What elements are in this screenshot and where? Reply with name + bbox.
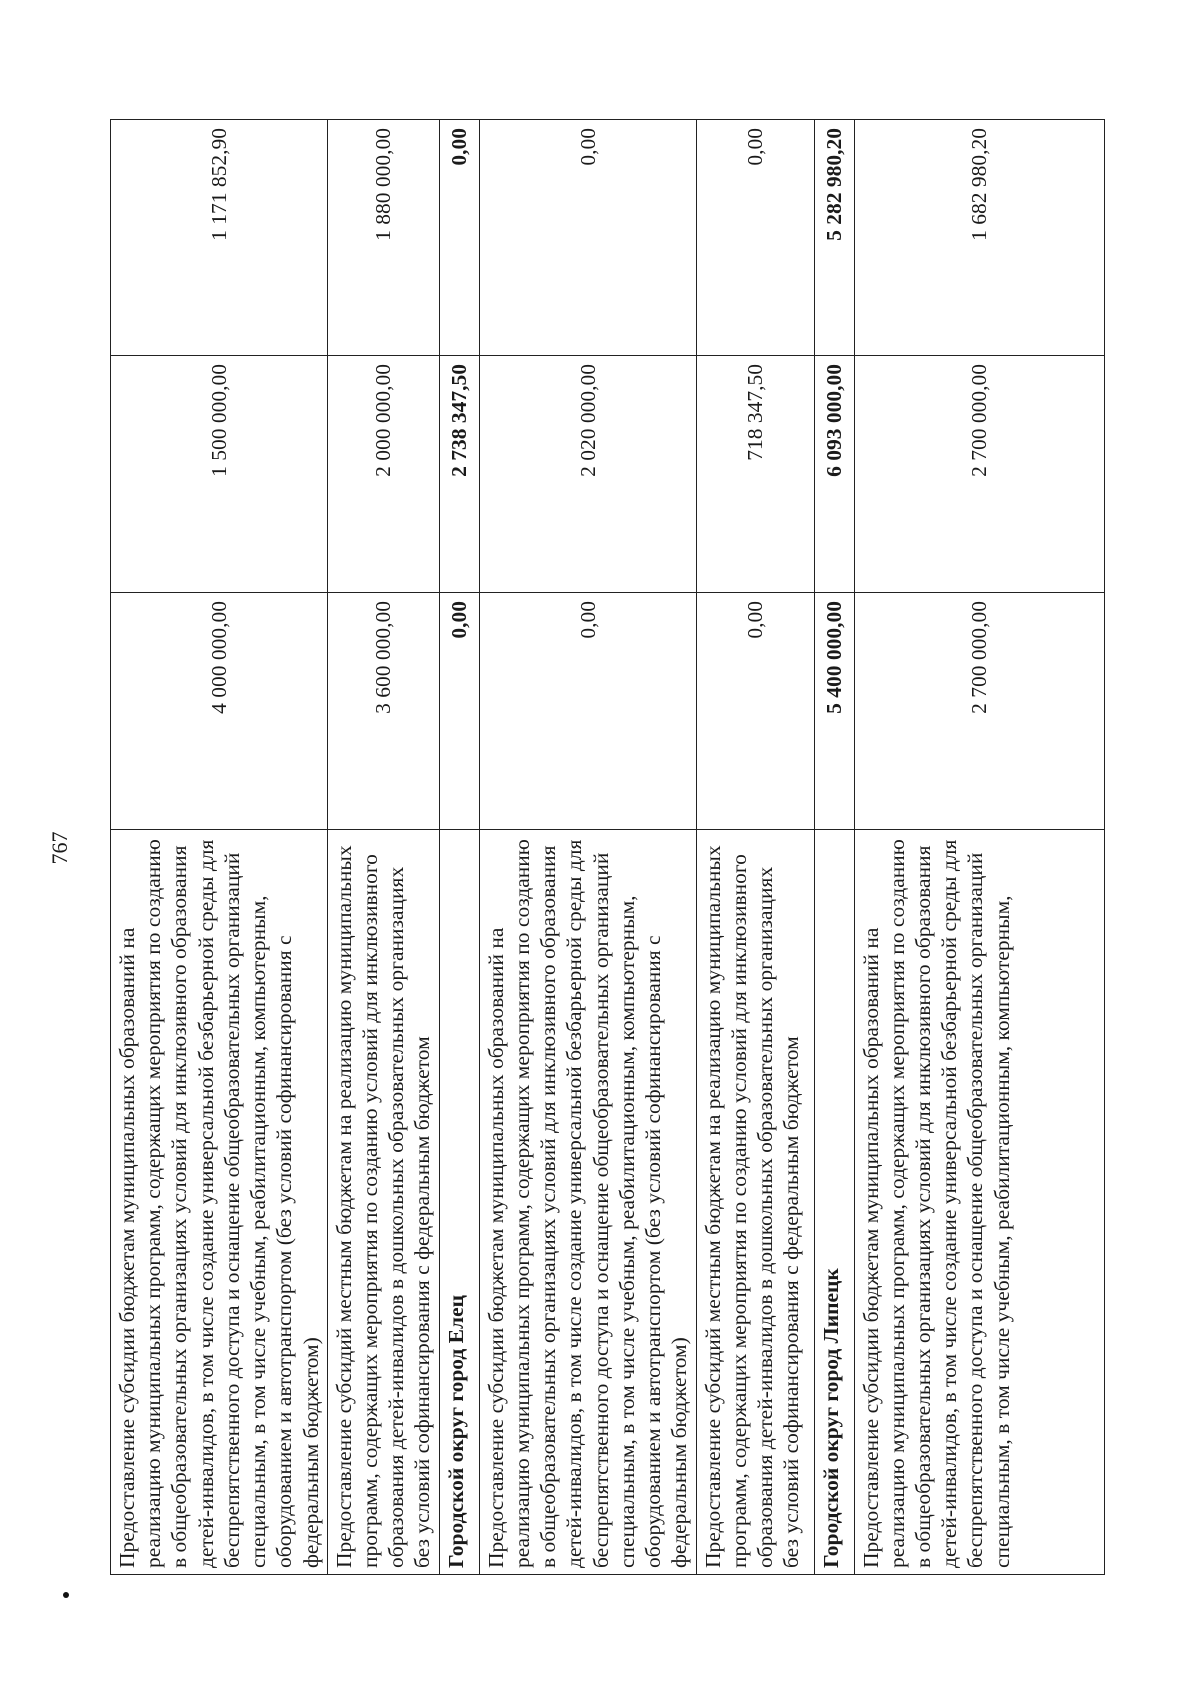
row-value-3: 1 682 980,20 xyxy=(854,120,1104,356)
table-row xyxy=(696,120,814,1575)
row-description: Предоставление субсидии бюджетам муниципальных образований на реализацию муниципальных программ, содержащих мероприятия по созданию в общеобразовательных организациях условий для инклюзивного образования детей-инвалидов, в том числе создание универсальной безбарьерной среды для беспрепятственного доступа и оснащение общеобразовательных организаций специальным, в том числе учебным, реабилитационным, компьютерным, оборудованием и автотранспортом (без условий софинансирования с федеральным бюджетом) xyxy=(111,830,328,1575)
row-value-3: 0,00 xyxy=(696,120,814,356)
budget-table-container xyxy=(110,120,1076,1575)
budget-table-body xyxy=(111,120,1105,1575)
row-value-2: 2 000 000,00 xyxy=(327,356,439,593)
row-value-3: 1 171 852,90 xyxy=(111,120,328,356)
table-row xyxy=(327,120,439,1575)
table-row xyxy=(111,120,328,1575)
budget-table xyxy=(110,119,1105,1575)
row-value-3: 0,00 xyxy=(479,120,696,356)
row-value-2: 2 738 347,50 xyxy=(439,356,479,593)
row-value-2: 2 700 000,00 xyxy=(854,356,1104,593)
row-value-2: 2 020 000,00 xyxy=(479,356,696,593)
row-value-2: 718 347,50 xyxy=(696,356,814,593)
row-description: Предоставление субсидий местным бюджетам на реализацию муниципальных программ, содержащих мероприятия по созданию условий для инклюзивного образования детей-инвалидов в дошкольных образовательных организациях без условий софинансирования с федеральным бюджетом xyxy=(696,830,814,1575)
row-value-2: 6 093 000,00 xyxy=(814,356,854,593)
row-description: Городской округ город Липецк xyxy=(814,830,854,1575)
scan-dot xyxy=(63,1592,69,1598)
table-row xyxy=(854,120,1104,1575)
row-description: Предоставление субсидии бюджетам муниципальных образований на реализацию муниципальных программ, содержащих мероприятия по созданию в общеобразовательных организациях условий для инклюзивного образования детей-инвалидов, в том числе создание универсальной безбарьерной среды для беспрепятственного доступа и оснащение общеобразовательных организаций специальным, в том числе учебным, реабилитационным, компьютерным, xyxy=(854,830,1104,1575)
row-value-1: 2 700 000,00 xyxy=(854,593,1104,830)
page-number: 767 xyxy=(47,831,72,865)
row-value-1: 3 600 000,00 xyxy=(327,593,439,830)
row-value-1: 0,00 xyxy=(439,593,479,830)
row-value-1: 5 400 000,00 xyxy=(814,593,854,830)
row-description: Предоставление субсидий местным бюджетам на реализацию муниципальных программ, содержащих мероприятия по созданию условий для инклюзивного образования детей-инвалидов в дошкольных образовательных организациях без условий софинансирования с федеральным бюджетом xyxy=(327,830,439,1575)
table-row xyxy=(479,120,696,1575)
row-description: Предоставление субсидии бюджетам муниципальных образований на реализацию муниципальных программ, содержащих мероприятия по созданию в общеобразовательных организациях условий для инклюзивного образования детей-инвалидов, в том числе создание универсальной безбарьерной среды для беспрепятственного доступа и оснащение общеобразовательных организаций специальным, в том числе учебным, реабилитационным, компьютерным, оборудованием и автотранспортом (без условий софинансирования с федеральным бюджетом) xyxy=(479,830,696,1575)
row-value-2: 1 500 000,00 xyxy=(111,356,328,593)
table-row-total xyxy=(814,120,854,1575)
row-value-3: 1 880 000,00 xyxy=(327,120,439,356)
table-row-total xyxy=(439,120,479,1575)
row-value-1: 0,00 xyxy=(696,593,814,830)
row-value-3: 5 282 980,20 xyxy=(814,120,854,356)
row-value-1: 4 000 000,00 xyxy=(111,593,328,830)
row-value-1: 0,00 xyxy=(479,593,696,830)
row-value-3: 0,00 xyxy=(439,120,479,356)
row-description: Городской округ город Елец xyxy=(439,830,479,1575)
